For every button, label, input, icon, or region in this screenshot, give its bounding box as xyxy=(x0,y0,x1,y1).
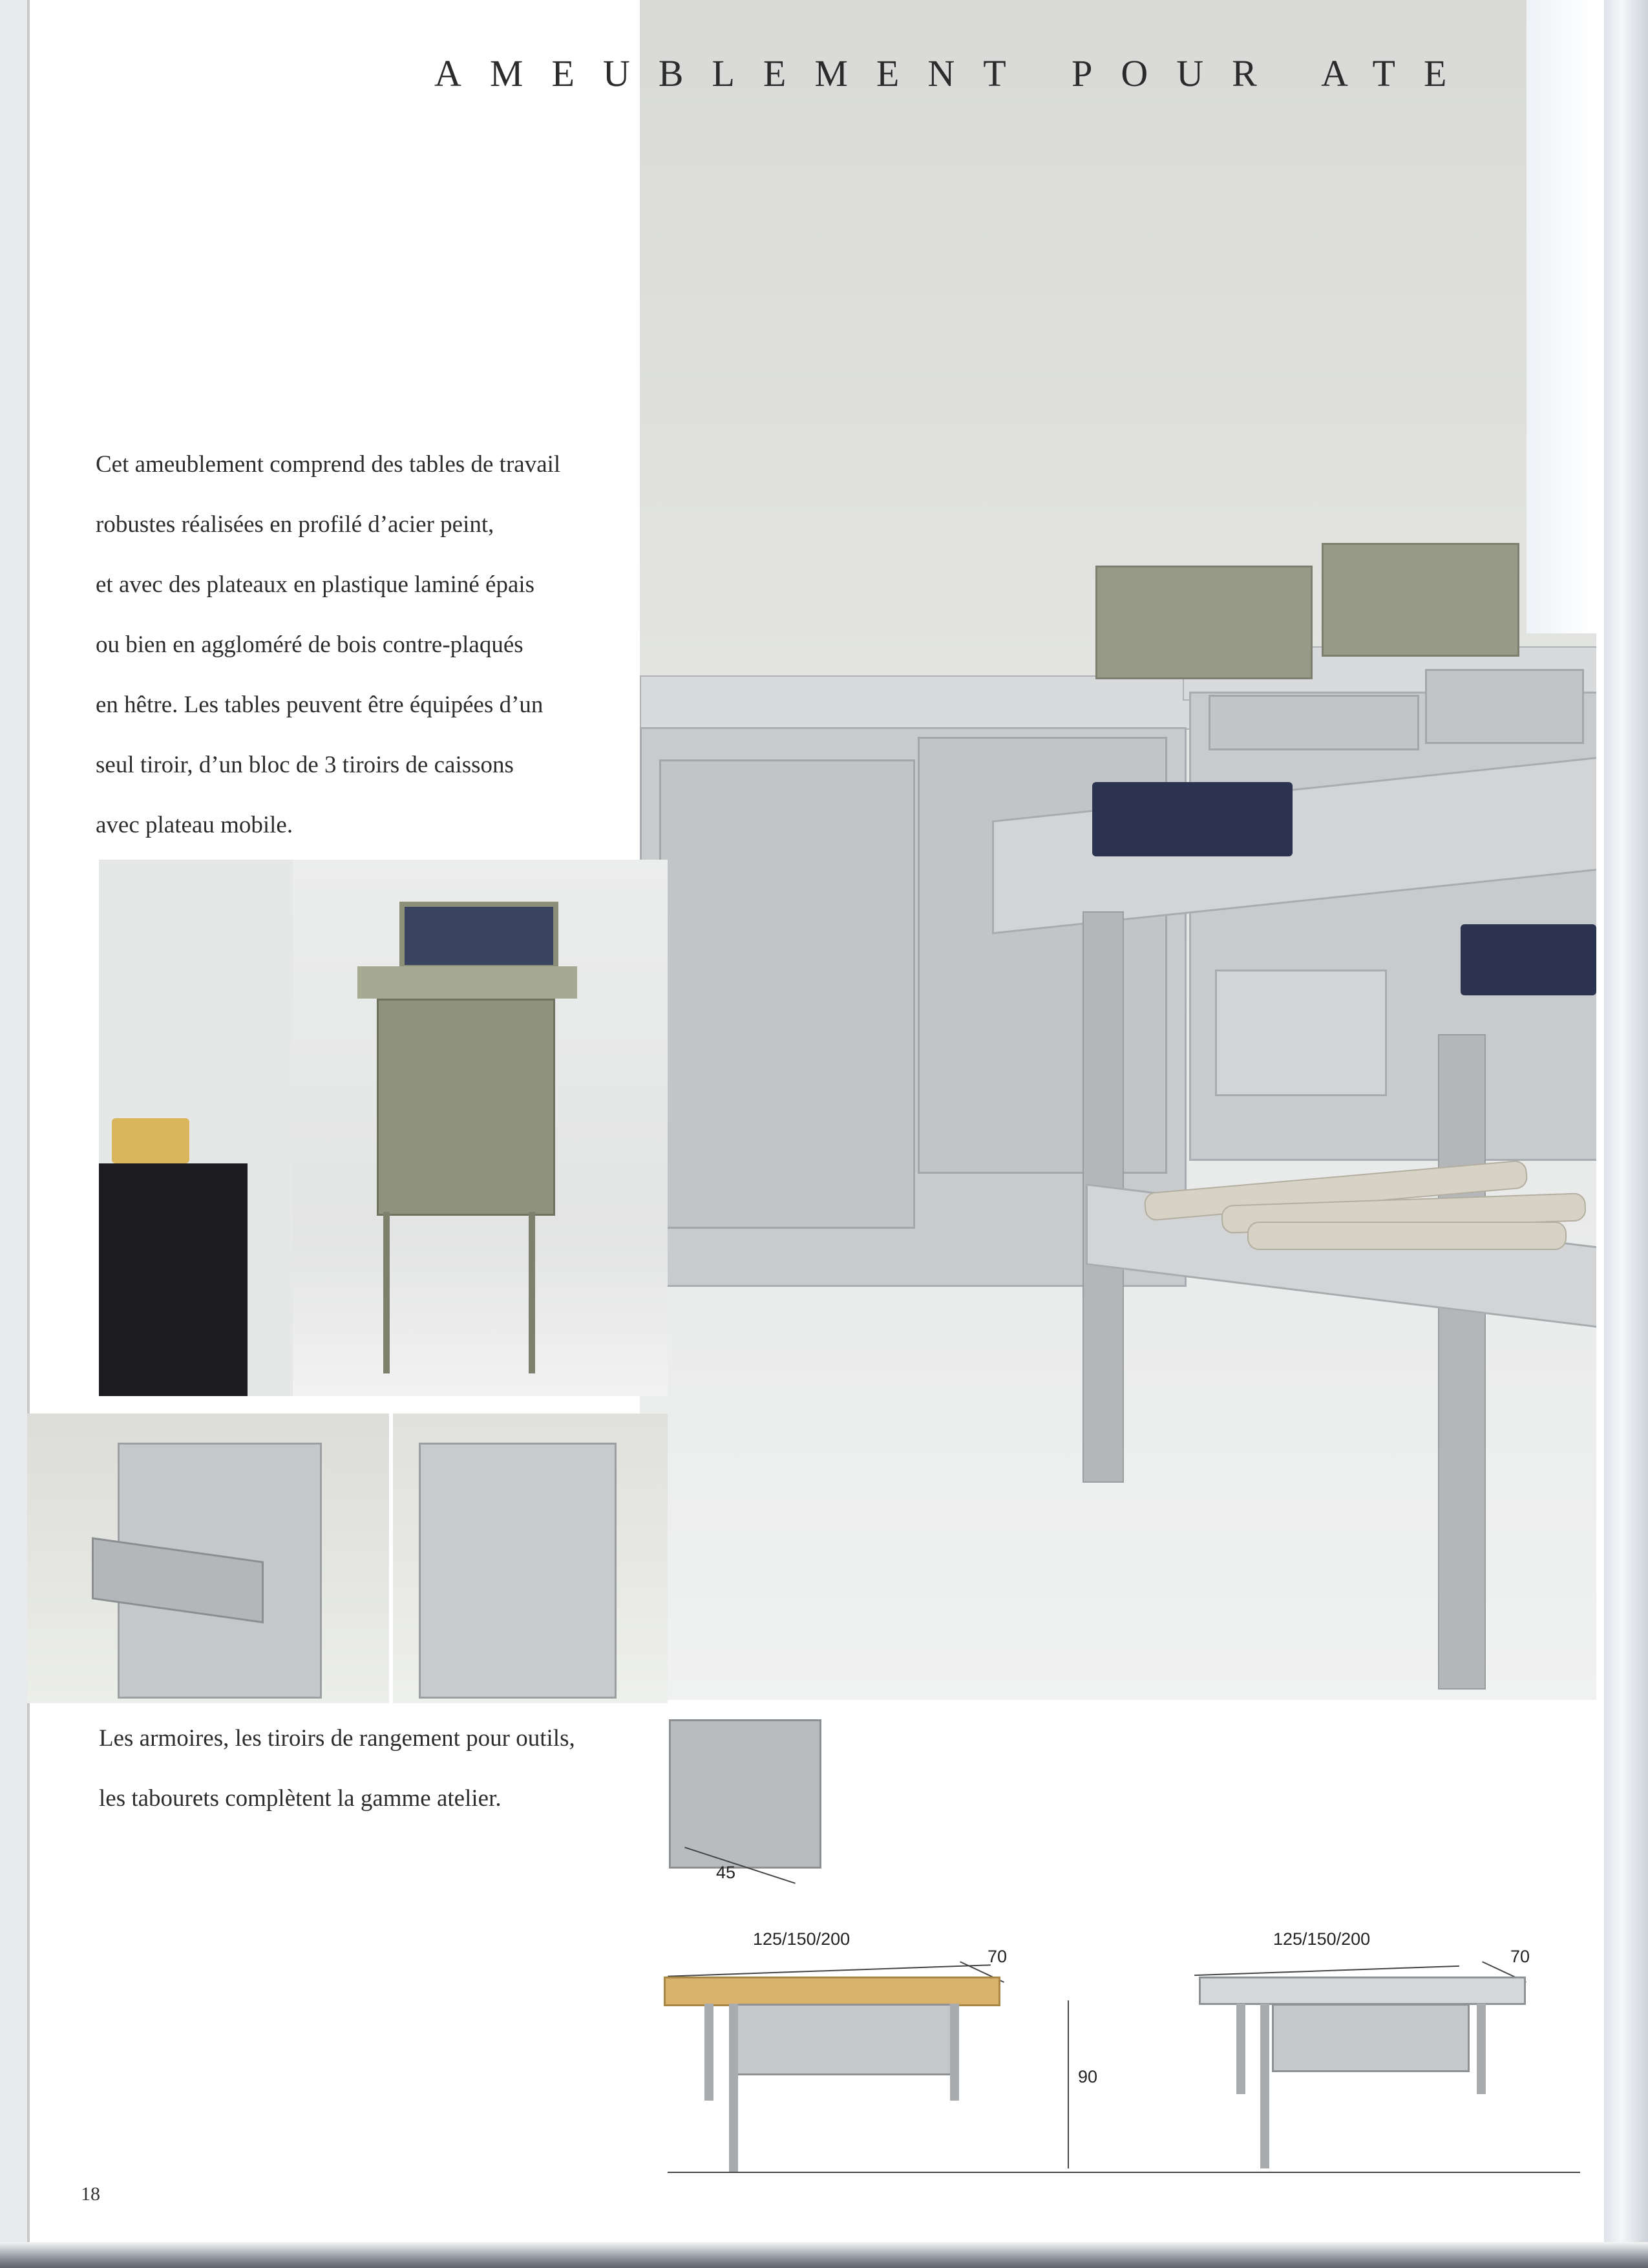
lectern-desk xyxy=(357,966,577,999)
caption-line: les tabourets complètent la gamme atelier. xyxy=(99,1785,502,1812)
intro-paragraph xyxy=(96,434,664,855)
workbench-leg xyxy=(1438,1034,1486,1690)
bench-leg xyxy=(950,2004,959,2101)
bench-leg xyxy=(704,2004,713,2101)
dim-bench2-depth: 70 xyxy=(1510,1947,1530,1966)
bench-leg xyxy=(729,2004,738,2172)
intro-line: ou bien en aggloméré de bois contre-plaqués xyxy=(96,631,523,658)
wood-bench-top xyxy=(664,1977,1000,2006)
workbench-drawer xyxy=(1215,970,1387,1096)
steel-bench-top xyxy=(1199,1977,1526,2005)
section-header: AMEUBLEMENT POUR ATE xyxy=(434,52,1475,94)
page-number: 18 xyxy=(81,2183,100,2205)
window-strip xyxy=(1527,0,1596,633)
dim-bench2-width: 125/150/200 xyxy=(1273,1929,1371,1949)
drawer-unit xyxy=(377,999,555,1216)
steel-bench-drawers xyxy=(1272,2004,1470,2072)
intro-line: en hêtre. Les tables peuvent être équipées d’un xyxy=(96,692,544,718)
bench-leg xyxy=(1260,2004,1269,2168)
drawer-diagram xyxy=(669,1719,821,1869)
cabinet-door xyxy=(659,759,915,1229)
range-caption xyxy=(99,1708,655,1828)
bench-vise xyxy=(1461,924,1596,995)
lectern-leg xyxy=(529,1212,535,1373)
intro-line: seul tiroir, d’un bloc de 3 tiroirs de caissons xyxy=(96,752,514,778)
bench-leg xyxy=(1477,2004,1486,2094)
cabinet-top xyxy=(640,675,1198,730)
page-edge-right xyxy=(1604,0,1648,2268)
dim-drawer-depth: 45 xyxy=(716,1863,736,1882)
workshop-main-photo xyxy=(640,0,1596,1700)
drawer-cabinet-open-photo xyxy=(27,1414,389,1703)
wood-bench-drawers xyxy=(729,2004,953,2075)
intro-line: robustes réalisées en profilé d’acier peint, xyxy=(96,511,494,538)
dark-workbench xyxy=(99,1163,248,1396)
drawer-cabinet-closed-photo xyxy=(393,1414,668,1703)
height-line xyxy=(1068,2000,1069,2168)
bench-leg xyxy=(1236,2004,1245,2094)
dim-bench1-depth: 70 xyxy=(988,1947,1008,1966)
caption-line: Les armoires, les tiroirs de rangement pour outils, xyxy=(99,1725,575,1752)
dim-bench1-width: 125/150/200 xyxy=(753,1929,850,1949)
dim-height: 90 xyxy=(1078,2067,1098,2086)
intro-line: et avec des plateaux en plastique laminé épais xyxy=(96,571,535,598)
cabinet-door xyxy=(1425,669,1584,744)
intro-line: Cet ameublement comprend des tables de travail xyxy=(96,451,561,478)
page-edge-bottom xyxy=(0,2242,1648,2268)
lectern-photo xyxy=(99,860,668,1396)
rolled-plan xyxy=(1247,1222,1567,1250)
lectern-panel xyxy=(399,902,558,970)
cabinet-door xyxy=(1209,695,1419,750)
glue-jars xyxy=(112,1118,189,1163)
drawer-cabinet xyxy=(419,1443,617,1699)
toolbox xyxy=(1322,543,1519,657)
bench-vise xyxy=(1092,782,1293,856)
toolbox xyxy=(1095,566,1313,679)
ground-line xyxy=(668,2172,1580,2173)
lectern-leg xyxy=(383,1212,390,1373)
intro-line: avec plateau mobile. xyxy=(96,812,293,838)
